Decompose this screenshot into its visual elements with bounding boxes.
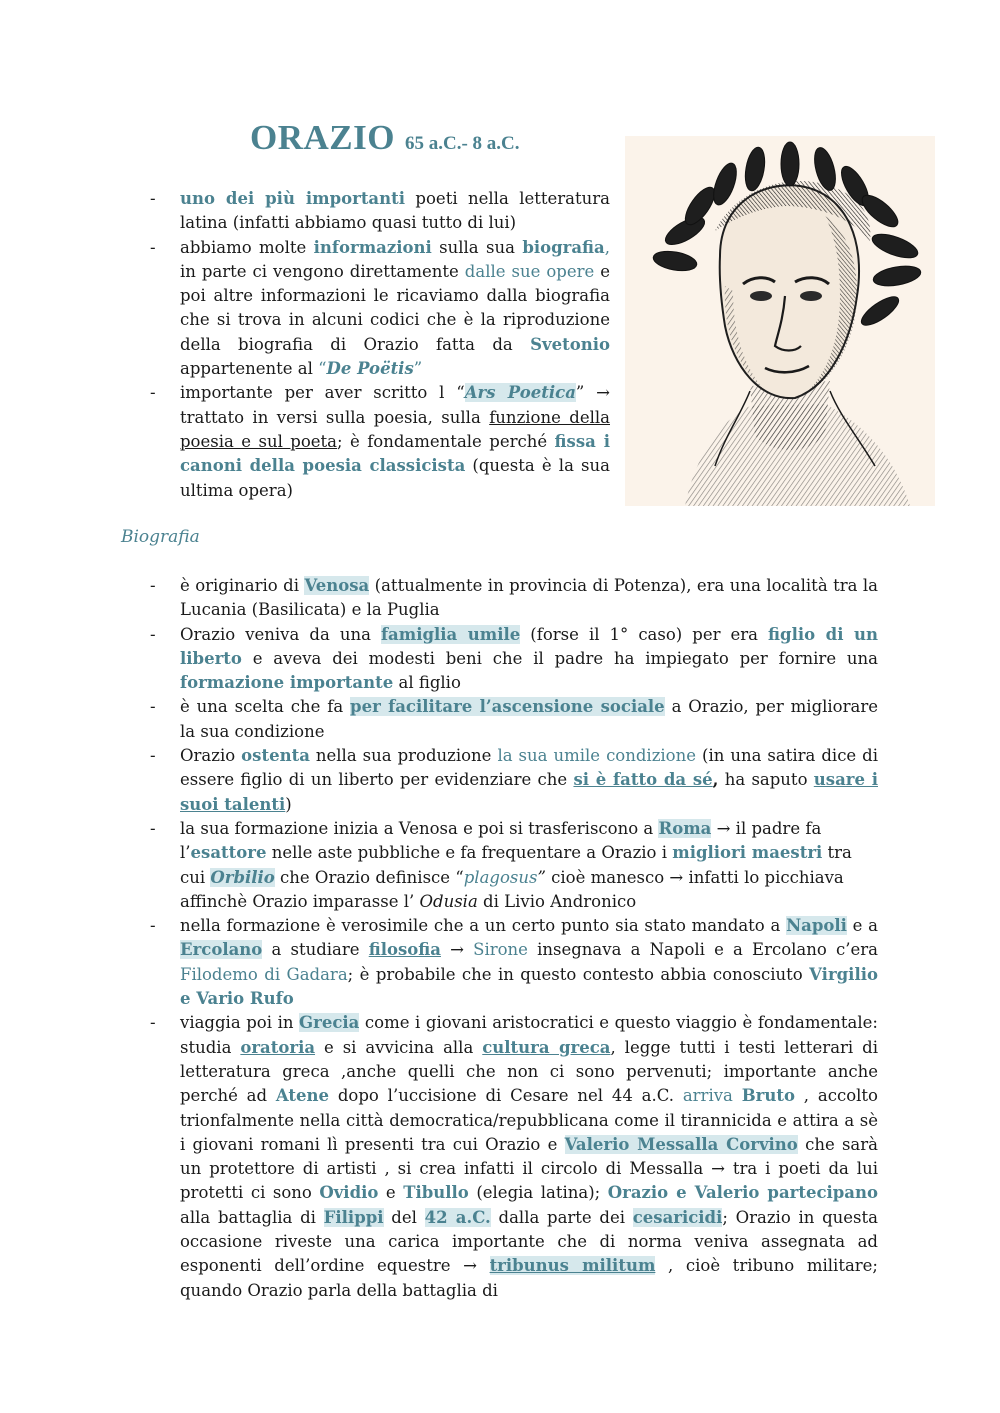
list-item: - uno dei più importanti poeti nella letteratura latina (infatti abbiamo quasi tutto di lui) — [150, 187, 610, 236]
biography-list — [150, 574, 878, 1303]
keyword: filosofia — [368, 940, 441, 960]
list-item: - nella formazione è verosimile che a un certo punto sia stato mandato a Napoli e a Ercolano a studiare filosofia → Sirone insegnava a Napoli e a Ercolano c’era Filodemo di Gadara; è probabile che in questo contesto abbia conosciuto Virgilio e Vario Rufo — [150, 914, 878, 1011]
keyword: figlio di un liberto — [180, 624, 878, 668]
keyword: Virgilio e Vario Rufo — [180, 964, 878, 1009]
underlined-phrase: funzione della poesia e sul poeta — [180, 407, 610, 451]
keyword: tribunus militum — [489, 1256, 656, 1276]
keyword: Filodemo di Gadara — [180, 964, 348, 984]
keyword: si è fatto da sé — [573, 770, 713, 790]
keyword: usare i suoi talenti — [180, 770, 878, 814]
keyword: dalle sue opere — [464, 261, 595, 281]
keyword: per facilitare l’ascensione sociale — [350, 697, 665, 717]
keyword: Svetonio — [530, 334, 610, 354]
keyword: esattore — [190, 843, 267, 863]
section-heading: Biografia — [121, 527, 200, 547]
keyword: migliori maestri — [672, 843, 823, 863]
keyword: Ercolano — [180, 940, 263, 960]
list-item: - viaggia poi in Grecia come i giovani aristocratici e questo viaggio è fondamentale: studia oratoria e si avvicina alla cultura greca, legge tutti i testi letterari di letteratura greca ,anche quelli che non ci sono pervenuti; importante anche perché ad Atene dopo l’uccisione di Cesare nel 44 a.C. arriva Bruto , accolto trionfalmente nella città democratica/repubblicana come il tirannicida e attira a sè i giovani romani lì presenti tra cui Orazio e Valerio Messalla Corvino che sarà un protettore di artisti , si crea infatti il circolo di Messalla → tra i poeti da lui protetti ci sono Ovidio e Tibullo (elegia latina); Orazio e Valerio partecipano alla battaglia di Filippi del 42 a.C. dalla parte dei cesaricidi; Orazio in questa occasione riveste una carica importante che di norma veniva assegnata ad esponenti dell’ordine equestre → tribunus militum , cioè tribuno militare; quando Orazio parla della battaglia di — [150, 1011, 878, 1303]
keyword: formazione importante — [180, 673, 394, 693]
keyword: Tibullo — [403, 1183, 469, 1203]
laurel-crowned-poet-engraving-icon — [625, 136, 935, 506]
title-name: ORAZIO — [250, 118, 395, 157]
keyword: Ars Poetica — [464, 383, 576, 403]
keyword: biografia — [522, 237, 605, 257]
keyword: Napoli — [786, 916, 847, 936]
keyword: Bruto — [741, 1086, 795, 1106]
keyword: oratoria — [240, 1037, 316, 1057]
keyword: Ovidio — [319, 1183, 379, 1203]
intro-list — [150, 187, 610, 503]
keyword: cesaricidi — [632, 1207, 723, 1227]
keyword: 42 a.C. — [424, 1207, 491, 1227]
keyword: Orazio e Valerio partecipano — [607, 1183, 878, 1203]
keyword: Orbilio — [210, 867, 275, 887]
keyword: Sirone — [473, 940, 528, 960]
list-item: - la sua formazione inizia a Venosa e poi si trasferiscono a Roma → il padre fa l’esattore nelle aste pubbliche e fa frequentare a Orazio i migliori maestri tra cui Orbilio che Orazio definisce “plagosus” cioè manesco → infatti lo picchiava affinchè Orazio imparasse l’ Odusia di Livio Andronico — [150, 817, 878, 914]
keyword: informazioni — [313, 237, 432, 257]
keyword: la sua umile condizione — [497, 746, 697, 766]
keyword: Filippi — [323, 1207, 384, 1227]
keyword: Roma — [658, 818, 712, 838]
list-item: - Orazio ostenta nella sua produzione la sua umile condizione (in una satira dice di essere figlio di un liberto per evidenziare che si è fatto da sé, ha saputo usare i suoi talenti) — [150, 744, 878, 817]
keyword: plagosus — [463, 867, 538, 887]
list-item: - è originario di Venosa (attualmente in provincia di Potenza), era una località tra la Lucania (Basilicata) e la Puglia — [150, 574, 878, 623]
keyword: cultura greca — [482, 1037, 611, 1057]
list-item: - abbiamo molte informazioni sulla sua biografia, in parte ci vengono direttamente dalle sue opere e poi altre informazioni le ricaviamo dalla biografia che si trova in alcuni codici che è la riproduzione della biografia di Orazio fatta da Svetonio appartenente al “De Poëtis” — [150, 236, 610, 382]
keyword: Grecia — [299, 1013, 360, 1033]
keyword: uno dei più importanti — [180, 189, 406, 208]
keyword: Valerio Messalla Corvino — [564, 1134, 798, 1154]
list-item: - Orazio veniva da una famiglia umile (forse il 1° caso) per era figlio di un liberto e aveva dei modesti beni che il padre ha impiegato per fornire una formazione importante al figlio — [150, 623, 878, 696]
keyword: Atene — [275, 1086, 330, 1106]
keyword: fissa i canoni della poesia classicista — [180, 431, 610, 476]
page-title — [250, 118, 520, 158]
list-item: - importante per aver scritto l “Ars Poetica” → trattato in versi sulla poesia, sulla funzione della poesia e sul poeta; è fondamentale perché fissa i canoni della poesia classicista (questa è la sua ultima opera) — [150, 381, 610, 502]
title-dates: 65 a.C.- 8 a.C. — [404, 133, 520, 154]
list-item: - è una scelta che fa per facilitare l’ascensione sociale a Orazio, per migliorare la sua condizione — [150, 695, 878, 744]
keyword: Venosa — [304, 576, 370, 595]
keyword: ostenta — [241, 746, 310, 766]
keyword: De Poëtis — [326, 359, 414, 379]
keyword: famiglia umile — [380, 624, 521, 644]
